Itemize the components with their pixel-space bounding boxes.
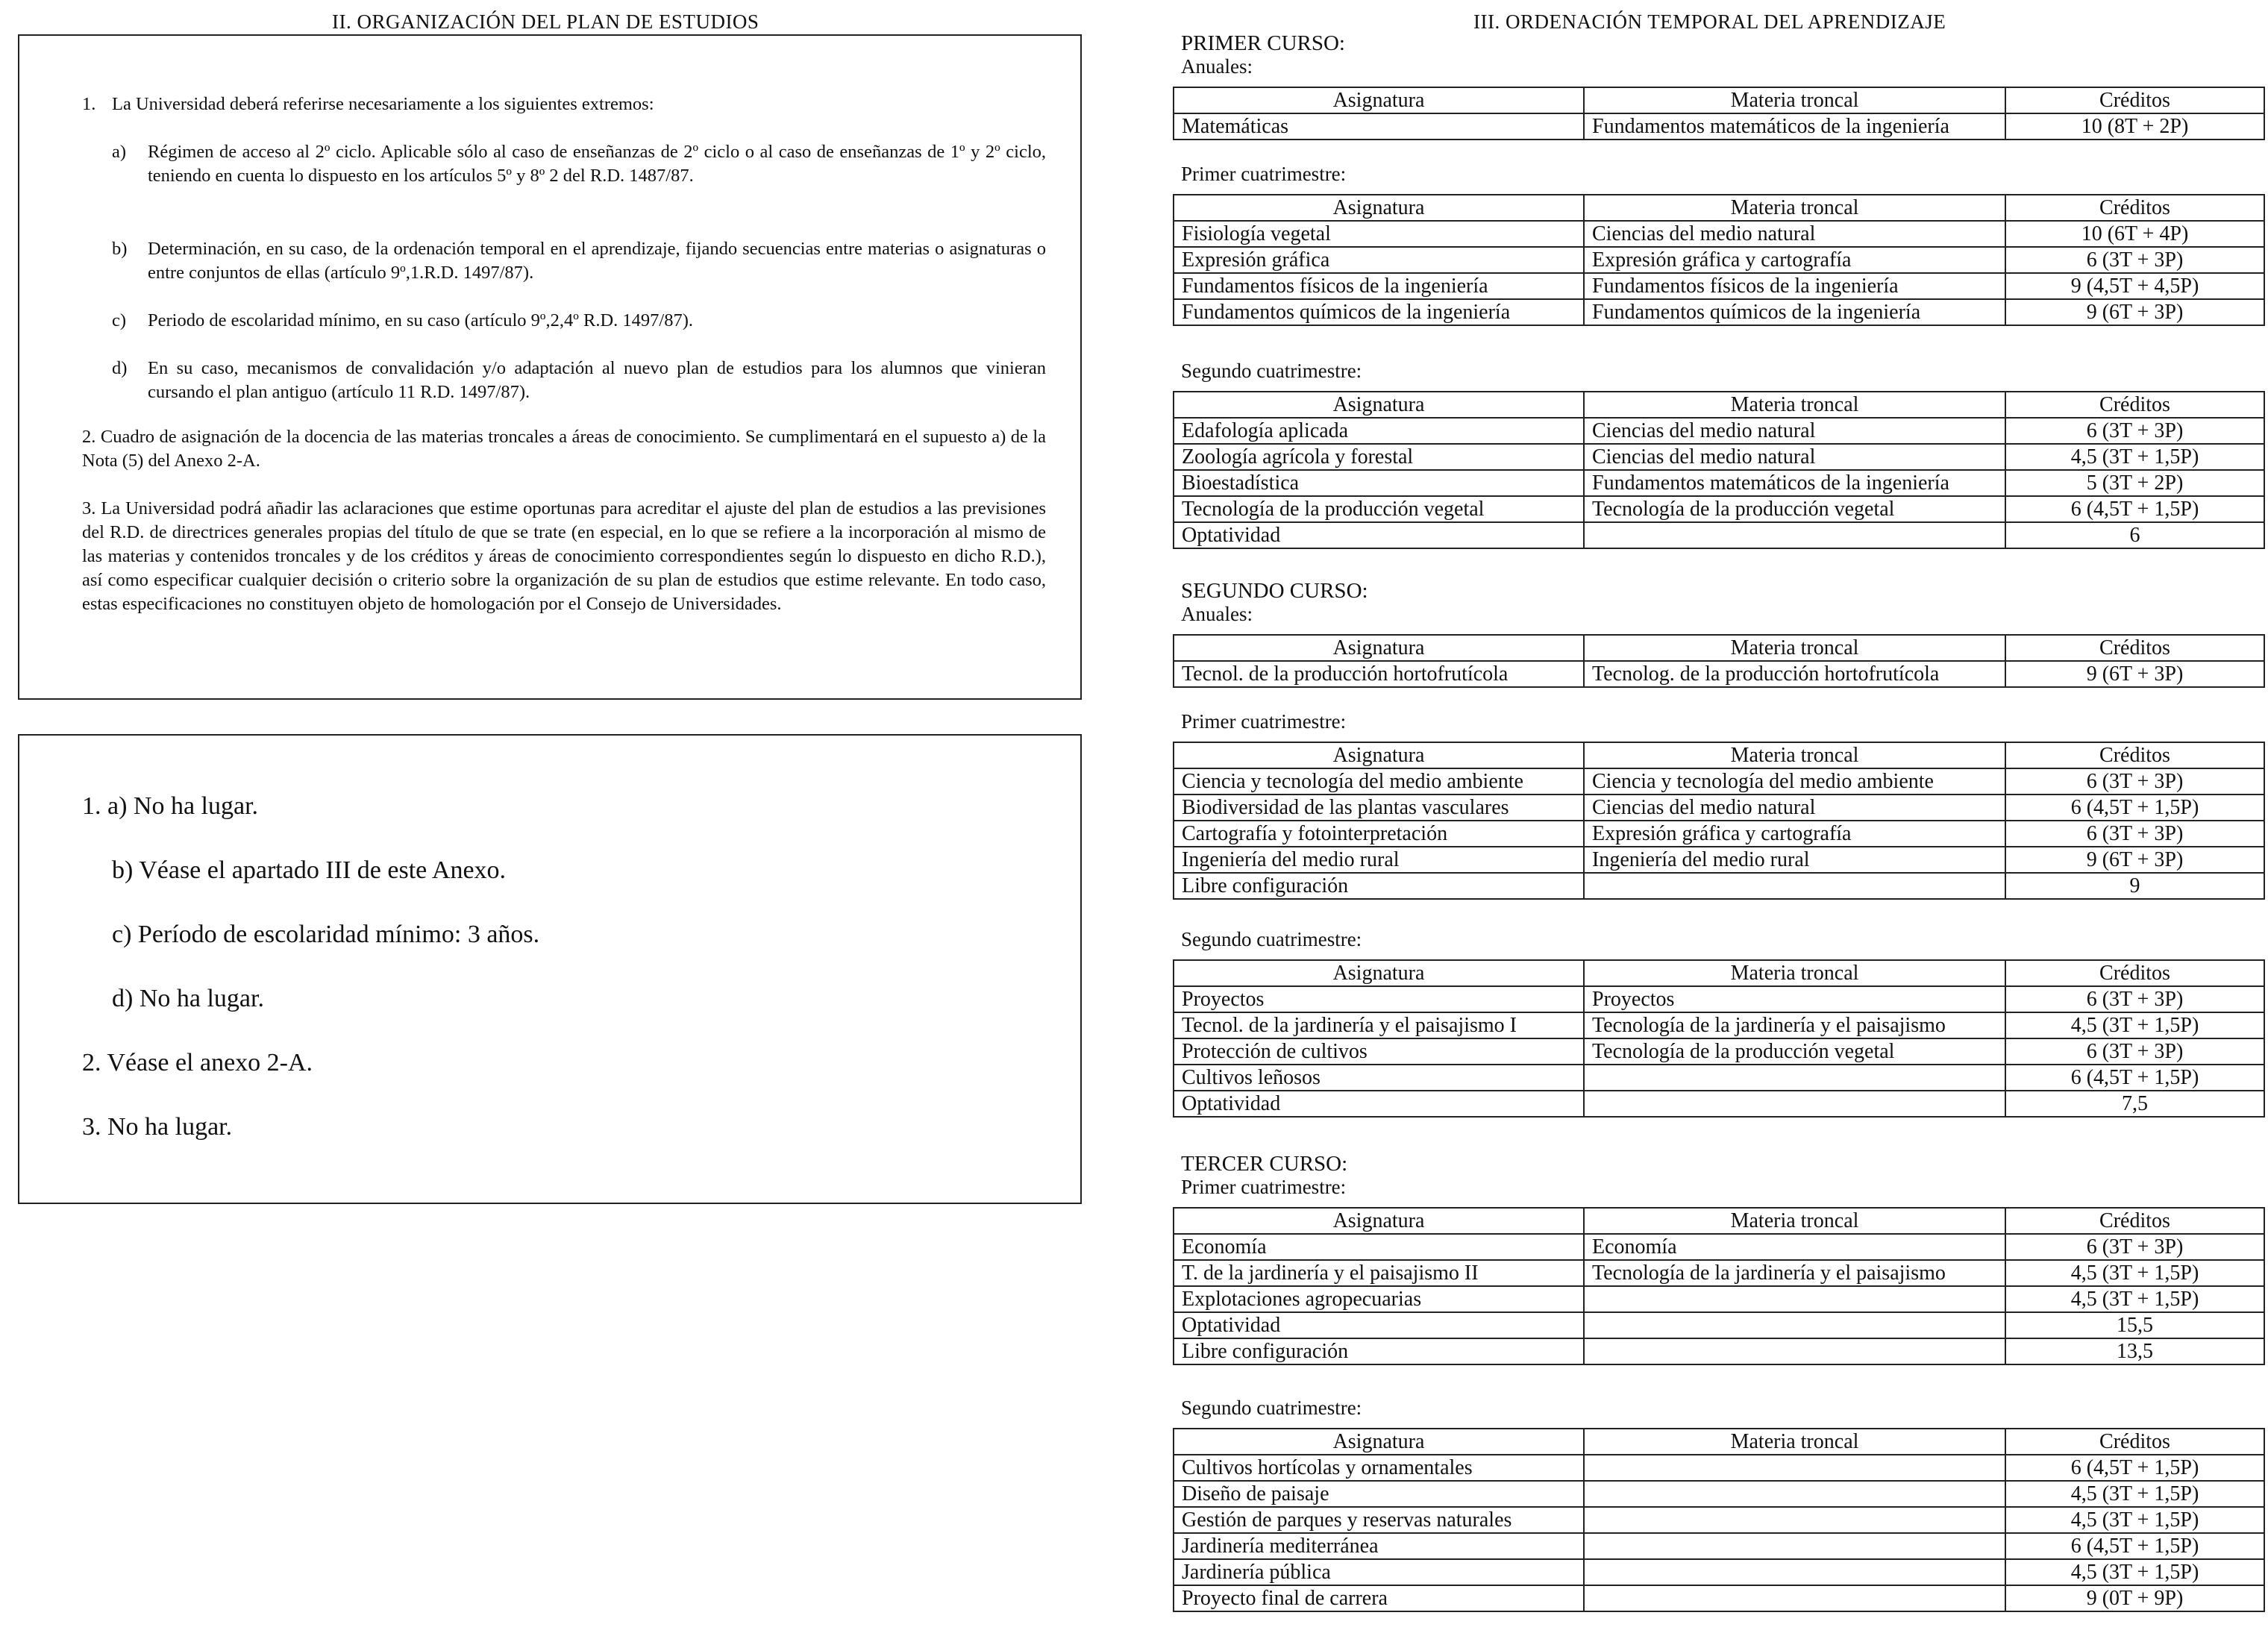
cell-asignatura: Fisiología vegetal <box>1174 221 1584 247</box>
item-number: 3. <box>82 498 96 518</box>
cell-asignatura: Jardinería pública <box>1174 1559 1584 1585</box>
schedule-table <box>1173 194 2265 326</box>
table-row <box>1174 1065 2264 1091</box>
table-row <box>1174 768 2264 795</box>
cell-materia-troncal: Tecnología de la producción vegetal <box>1584 1038 2005 1065</box>
cell-materia-troncal <box>1584 1533 2005 1559</box>
header-creditos: Créditos <box>2005 1429 2264 1455</box>
cell-asignatura: Proyecto final de carrera <box>1174 1585 1584 1611</box>
item-text: Determinación, en su caso, de la ordenación temporal en el aprendizaje, fijando secuencias entre materias o asignaturas o entre conjuntos de ellas (artículo 9º,1.R.D. 1497/87). <box>148 239 1046 283</box>
cell-materia-troncal: Tecnología de la jardinería y el paisajismo <box>1584 1260 2005 1286</box>
answer-1d: d) No ha lugar. <box>112 985 264 1012</box>
header-creditos: Créditos <box>2005 742 2264 768</box>
schedule-table <box>1173 391 2265 549</box>
header-creditos: Créditos <box>2005 1208 2264 1234</box>
cell-creditos: 6 (4,5T + 1,5P) <box>2005 1533 2264 1559</box>
header-creditos: Créditos <box>2005 960 2264 986</box>
cell-materia-troncal: Ciencias del medio natural <box>1584 444 2005 470</box>
table-row <box>1174 986 2264 1012</box>
cell-asignatura: Fundamentos químicos de la ingeniería <box>1174 299 1584 325</box>
table-row <box>1174 1038 2264 1065</box>
cell-creditos: 4,5 (3T + 1,5P) <box>2005 1559 2264 1585</box>
item-text: La Universidad deberá referirse necesariamente a los siguientes extremos: <box>112 94 654 114</box>
cell-asignatura: Cultivos leñosos <box>1174 1065 1584 1091</box>
table-row <box>1174 522 2264 548</box>
cell-materia-troncal: Expresión gráfica y cartografía <box>1584 247 2005 273</box>
table-row <box>1174 847 2264 873</box>
header-materia-troncal: Materia troncal <box>1584 635 2005 661</box>
header-asignatura: Asignatura <box>1174 960 1584 986</box>
table-row <box>1174 418 2264 444</box>
cell-asignatura: Libre configuración <box>1174 873 1584 899</box>
table-row <box>1174 1585 2264 1611</box>
answer-1c: c) Período de escolaridad mínimo: 3 años. <box>112 921 540 948</box>
cell-creditos: 6 (4,5T + 1,5P) <box>2005 795 2264 821</box>
cell-asignatura: Diseño de paisaje <box>1174 1481 1584 1507</box>
item-number: a) <box>112 142 127 162</box>
header-materia-troncal: Materia troncal <box>1584 1208 2005 1234</box>
table-row <box>1174 1533 2264 1559</box>
instruction-item-a <box>112 140 1046 188</box>
cell-creditos: 6 (3T + 3P) <box>2005 1234 2264 1260</box>
header-asignatura: Asignatura <box>1174 1429 1584 1455</box>
cell-creditos: 4,5 (3T + 1,5P) <box>2005 444 2264 470</box>
header-creditos: Créditos <box>2005 87 2264 113</box>
cell-creditos: 6 (3T + 3P) <box>2005 821 2264 847</box>
cell-creditos: 4,5 (3T + 1,5P) <box>2005 1260 2264 1286</box>
cell-asignatura: Biodiversidad de las plantas vasculares <box>1174 795 1584 821</box>
header-materia-troncal: Materia troncal <box>1584 87 2005 113</box>
cell-asignatura: Cartografía y fotointerpretación <box>1174 821 1584 847</box>
cell-creditos: 6 (4,5T + 1,5P) <box>2005 1065 2264 1091</box>
instruction-item-1 <box>82 93 1052 116</box>
cell-materia-troncal <box>1584 1559 2005 1585</box>
header-asignatura: Asignatura <box>1174 195 1584 221</box>
schedule-table <box>1173 1207 2265 1365</box>
table-row <box>1174 247 2264 273</box>
instruction-item-2 <box>82 425 1046 473</box>
block-label: Primer cuatrimestre: <box>1181 163 1347 185</box>
cell-creditos: 15,5 <box>2005 1312 2264 1338</box>
instruction-item-d <box>112 357 1046 404</box>
answer-1b: b) Véase el apartado III de este Anexo. <box>112 856 507 884</box>
cell-materia-troncal <box>1584 522 2005 548</box>
item-number: 1. <box>82 94 96 114</box>
cell-creditos: 9 (6T + 3P) <box>2005 299 2264 325</box>
table-row <box>1174 1312 2264 1338</box>
header-asignatura: Asignatura <box>1174 392 1584 418</box>
cell-materia-troncal: Proyectos <box>1584 986 2005 1012</box>
cell-materia-troncal: Ingeniería del medio rural <box>1584 847 2005 873</box>
block-label: Primer cuatrimestre: <box>1181 710 1347 733</box>
course-heading-segundo: SEGUNDO CURSO: <box>1181 579 1368 603</box>
item-text: En su caso, mecanismos de convalidación y/o adaptación al nuevo plan de estudios para los alumnos que vinieran cursando el plan antiguo (artículo 11 R.D. 1497/87). <box>148 358 1046 402</box>
block-label: Primer cuatrimestre: <box>1181 1176 1347 1198</box>
cell-creditos: 9 <box>2005 873 2264 899</box>
table-row <box>1174 1234 2264 1260</box>
header-materia-troncal: Materia troncal <box>1584 195 2005 221</box>
schedule-table <box>1173 1428 2265 1612</box>
table-row <box>1174 1286 2264 1312</box>
cell-creditos: 9 (0T + 9P) <box>2005 1585 2264 1611</box>
schedule-table <box>1173 634 2265 688</box>
table-row <box>1174 273 2264 299</box>
cell-materia-troncal <box>1584 1507 2005 1533</box>
block-label: Anuales: <box>1181 55 1253 78</box>
cell-creditos: 4,5 (3T + 1,5P) <box>2005 1286 2264 1312</box>
cell-creditos: 6 (3T + 3P) <box>2005 418 2264 444</box>
table-row <box>1174 795 2264 821</box>
cell-asignatura: Jardinería mediterránea <box>1174 1533 1584 1559</box>
cell-asignatura: Optatividad <box>1174 1091 1584 1117</box>
cell-asignatura: Gestión de parques y reservas naturales <box>1174 1507 1584 1533</box>
cell-creditos: 4,5 (3T + 1,5P) <box>2005 1507 2264 1533</box>
header-materia-troncal: Materia troncal <box>1584 742 2005 768</box>
table-row <box>1174 470 2264 496</box>
schedule-table <box>1173 742 2265 900</box>
header-creditos: Créditos <box>2005 392 2264 418</box>
cell-creditos: 7,5 <box>2005 1091 2264 1117</box>
cell-creditos: 6 (4,5T + 1,5P) <box>2005 496 2264 522</box>
cell-materia-troncal: Ciencias del medio natural <box>1584 795 2005 821</box>
schedule-table <box>1173 87 2265 140</box>
cell-creditos: 9 (6T + 3P) <box>2005 847 2264 873</box>
cell-materia-troncal <box>1584 1286 2005 1312</box>
item-text: Régimen de acceso al 2º ciclo. Aplicable sólo al caso de enseñanzas de 2º ciclo o al caso de enseñanzas de 1º y 2º ciclo, teniendo en cuenta lo dispuesto en los artículos 5º y 8º 2 del R.D. 1487/87. <box>148 142 1046 186</box>
cell-materia-troncal <box>1584 1455 2005 1481</box>
instruction-item-b <box>112 237 1046 285</box>
cell-asignatura: Optatividad <box>1174 1312 1584 1338</box>
cell-creditos: 6 (3T + 3P) <box>2005 247 2264 273</box>
table-row <box>1174 1507 2264 1533</box>
block-label: Anuales: <box>1181 603 1253 625</box>
cell-materia-troncal <box>1584 1091 2005 1117</box>
table-row <box>1174 1481 2264 1507</box>
table-row <box>1174 821 2264 847</box>
cell-asignatura: Tecnol. de la jardinería y el paisajismo I <box>1174 1012 1584 1038</box>
table-row <box>1174 1338 2264 1364</box>
instruction-item-3 <box>82 497 1046 616</box>
cell-creditos: 4,5 (3T + 1,5P) <box>2005 1012 2264 1038</box>
table-header-row <box>1174 392 2264 418</box>
cell-creditos: 6 (4,5T + 1,5P) <box>2005 1455 2264 1481</box>
cell-asignatura: Economía <box>1174 1234 1584 1260</box>
cell-creditos: 4,5 (3T + 1,5P) <box>2005 1481 2264 1507</box>
table-row <box>1174 873 2264 899</box>
cell-materia-troncal: Tecnolog. de la producción hortofrutícola <box>1584 661 2005 687</box>
section-title-organizacion: II. ORGANIZACIÓN DEL PLAN DE ESTUDIOS <box>332 10 759 33</box>
cell-asignatura: Ciencia y tecnología del medio ambiente <box>1174 768 1584 795</box>
schedule-table <box>1173 959 2265 1118</box>
cell-asignatura: Protección de cultivos <box>1174 1038 1584 1065</box>
cell-creditos: 9 (6T + 3P) <box>2005 661 2264 687</box>
cell-asignatura: Cultivos hortícolas y ornamentales <box>1174 1455 1584 1481</box>
cell-materia-troncal: Ciencia y tecnología del medio ambiente <box>1584 768 2005 795</box>
table-header-row <box>1174 742 2264 768</box>
table-header-row <box>1174 1208 2264 1234</box>
cell-materia-troncal <box>1584 1065 2005 1091</box>
cell-creditos: 6 (3T + 3P) <box>2005 768 2264 795</box>
cell-materia-troncal: Economía <box>1584 1234 2005 1260</box>
table-header-row <box>1174 1429 2264 1455</box>
answer-2: 2. Véase el anexo 2-A. <box>82 1049 313 1076</box>
cell-asignatura: Ingeniería del medio rural <box>1174 847 1584 873</box>
course-heading-tercero: TERCER CURSO: <box>1181 1152 1348 1176</box>
cell-materia-troncal <box>1584 1481 2005 1507</box>
cell-asignatura: Zoología agrícola y forestal <box>1174 444 1584 470</box>
item-number: b) <box>112 239 128 259</box>
cell-asignatura: Fundamentos físicos de la ingeniería <box>1174 273 1584 299</box>
cell-creditos: 9 (4,5T + 4,5P) <box>2005 273 2264 299</box>
answer-1a: 1. a) No ha lugar. <box>82 792 259 820</box>
cell-asignatura: Matemáticas <box>1174 113 1584 140</box>
table-row <box>1174 661 2264 687</box>
block-label: Segundo cuatrimestre: <box>1181 360 1362 382</box>
cell-creditos: 5 (3T + 2P) <box>2005 470 2264 496</box>
cell-materia-troncal: Expresión gráfica y cartografía <box>1584 821 2005 847</box>
table-header-row <box>1174 960 2264 986</box>
cell-materia-troncal: Ciencias del medio natural <box>1584 418 2005 444</box>
item-text: La Universidad podrá añadir las aclaraciones que estime oportunas para acreditar el ajuste del plan de estudios a las previsiones del R.D. de directrices generales propias del título de que se trate (en especial, en lo que se refiere a la incorporación al mismo de las materias y contenidos troncales y de los créditos y áreas de conocimiento correspondientes según lo dispuesto en dicho R.D.), así como especificar cualquier decisión o criterio sobre la organización de su plan de estudios que estime relevante. En todo caso, estas especificaciones no constituyen objeto de homologación por el Consejo de Universidades. <box>82 498 1046 614</box>
cell-materia-troncal <box>1584 873 2005 899</box>
cell-materia-troncal: Fundamentos químicos de la ingeniería <box>1584 299 2005 325</box>
header-materia-troncal: Materia troncal <box>1584 392 2005 418</box>
item-number: d) <box>112 358 128 378</box>
cell-creditos: 10 (8T + 2P) <box>2005 113 2264 140</box>
table-header-row <box>1174 195 2264 221</box>
table-row <box>1174 1455 2264 1481</box>
cell-asignatura: Edafología aplicada <box>1174 418 1584 444</box>
cell-asignatura: Bioestadística <box>1174 470 1584 496</box>
cell-materia-troncal <box>1584 1338 2005 1364</box>
course-heading-primero: PRIMER CURSO: <box>1181 31 1345 55</box>
header-asignatura: Asignatura <box>1174 87 1584 113</box>
cell-asignatura: Tecnol. de la producción hortofrutícola <box>1174 661 1584 687</box>
table-header-row <box>1174 635 2264 661</box>
cell-materia-troncal: Fundamentos matemáticos de la ingeniería <box>1584 470 2005 496</box>
item-text: Periodo de escolaridad mínimo, en su caso (artículo 9º,2,4º R.D. 1497/87). <box>148 310 693 330</box>
answer-3: 3. No ha lugar. <box>82 1113 233 1141</box>
item-number: 2. <box>82 427 96 447</box>
table-row <box>1174 1091 2264 1117</box>
table-row <box>1174 221 2264 247</box>
item-text: Cuadro de asignación de la docencia de las materias troncales a áreas de conocimiento. Se cumplimentará en el supuesto a) de la Nota (5) del Anexo 2-A. <box>82 427 1047 471</box>
header-asignatura: Asignatura <box>1174 635 1584 661</box>
cell-asignatura: Libre configuración <box>1174 1338 1584 1364</box>
table-row <box>1174 1260 2264 1286</box>
table-row <box>1174 113 2264 140</box>
header-asignatura: Asignatura <box>1174 742 1584 768</box>
header-asignatura: Asignatura <box>1174 1208 1584 1234</box>
section-title-ordenacion: III. ORDENACIÓN TEMPORAL DEL APRENDIZAJE <box>1473 10 1946 33</box>
cell-materia-troncal <box>1584 1585 2005 1611</box>
cell-creditos: 6 (3T + 3P) <box>2005 1038 2264 1065</box>
answers-box <box>18 734 1082 1204</box>
header-creditos: Créditos <box>2005 195 2264 221</box>
cell-asignatura: Expresión gráfica <box>1174 247 1584 273</box>
table-row <box>1174 496 2264 522</box>
table-row <box>1174 299 2264 325</box>
header-materia-troncal: Materia troncal <box>1584 1429 2005 1455</box>
block-label: Segundo cuatrimestre: <box>1181 1397 1362 1419</box>
cell-asignatura: Optatividad <box>1174 522 1584 548</box>
header-materia-troncal: Materia troncal <box>1584 960 2005 986</box>
table-header-row <box>1174 87 2264 113</box>
cell-asignatura: Explotaciones agropecuarias <box>1174 1286 1584 1312</box>
cell-asignatura: Tecnología de la producción vegetal <box>1174 496 1584 522</box>
table-row <box>1174 1012 2264 1038</box>
cell-materia-troncal: Ciencias del medio natural <box>1584 221 2005 247</box>
cell-creditos: 13,5 <box>2005 1338 2264 1364</box>
cell-asignatura: Proyectos <box>1174 986 1584 1012</box>
cell-materia-troncal: Tecnología de la jardinería y el paisajismo <box>1584 1012 2005 1038</box>
header-creditos: Créditos <box>2005 635 2264 661</box>
cell-asignatura: T. de la jardinería y el paisajismo II <box>1174 1260 1584 1286</box>
cell-materia-troncal: Fundamentos matemáticos de la ingeniería <box>1584 113 2005 140</box>
cell-materia-troncal: Tecnología de la producción vegetal <box>1584 496 2005 522</box>
cell-creditos: 6 <box>2005 522 2264 548</box>
table-row <box>1174 444 2264 470</box>
item-number: c) <box>112 310 127 330</box>
cell-creditos: 10 (6T + 4P) <box>2005 221 2264 247</box>
instructions-box <box>18 34 1082 700</box>
block-label: Segundo cuatrimestre: <box>1181 928 1362 950</box>
cell-materia-troncal <box>1584 1312 2005 1338</box>
cell-materia-troncal: Fundamentos físicos de la ingeniería <box>1584 273 2005 299</box>
instruction-item-c <box>112 309 1046 333</box>
table-row <box>1174 1559 2264 1585</box>
cell-creditos: 6 (3T + 3P) <box>2005 986 2264 1012</box>
